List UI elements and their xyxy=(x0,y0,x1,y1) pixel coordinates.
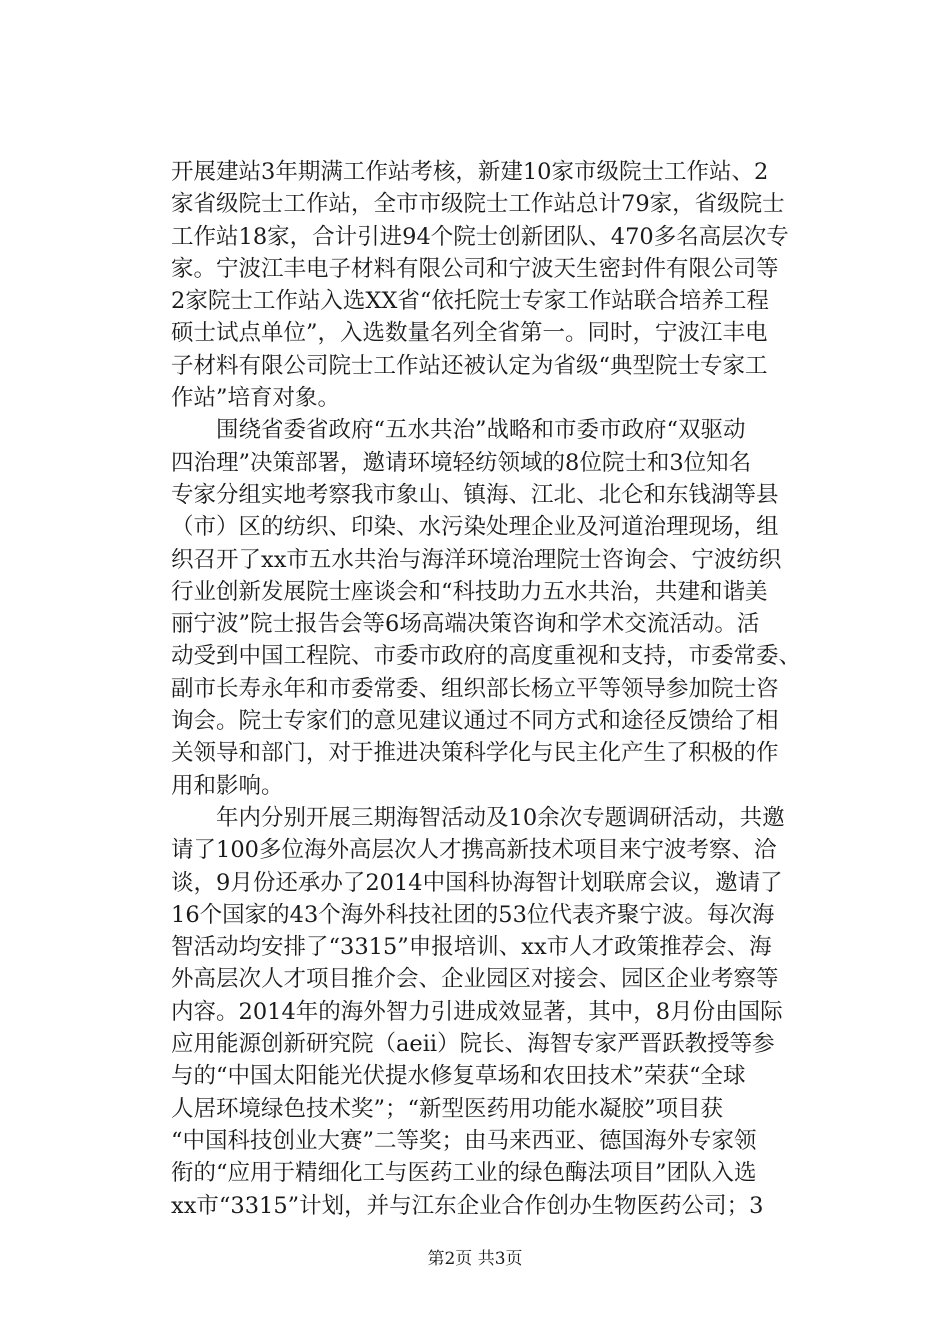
text-line: 开展建站3年期满工作站考核，新建10家市级院士工作站、2 xyxy=(171,159,769,185)
text-line: 16个国家的43个海外科技社团的53位代表齐聚宁波。每次海 xyxy=(171,901,775,928)
text-line: 年内分别开展三期海智活动及10余次专题调研活动，共邀 xyxy=(171,804,785,831)
text-line: 工作站18家，合计引进94个院士创新团队、470多名高层次专 xyxy=(171,223,789,250)
text-line: 外高层次人才项目推介会、企业园区对接会、园区企业考察等 xyxy=(171,966,779,993)
text-line: 四治理”决策部署，邀请环境轻纺领域的8位院士和3位知名 xyxy=(171,449,752,476)
text-line: 请了100多位海外高层次人才携高新技术项目来宁波考察、洽 xyxy=(171,837,777,864)
text-line: 硕士试点单位”，入选数量名列全省第一。同时，宁波江丰电 xyxy=(171,320,768,347)
text-line: 内容。2014年的海外智力引进成效显著，其中，8月份由国际 xyxy=(171,998,783,1025)
text-line: 关领导和部门，对于推进决策科学化与民主化产生了积极的作 xyxy=(171,740,779,767)
text-line: 动受到中国工程院、市委市政府的高度重视和支持，市委常委、 xyxy=(171,643,802,670)
page-footer: 第2页 共3页 xyxy=(427,1249,523,1269)
text-line: 询会。院士专家们的意见建议通过不同方式和途径反馈给了相 xyxy=(171,708,779,735)
text-line: 行业创新发展院士座谈会和“科技助力五水共治，共建和谐美 xyxy=(171,578,768,605)
document-body xyxy=(171,156,851,1222)
text-line: 副市长寿永年和市委常委、组织部长杨立平等领导参加院士咨 xyxy=(171,675,779,702)
text-line: 用和影响。 xyxy=(171,772,284,799)
text-line: 人居环境绿色技术奖”；“新型医药用功能水凝胶”项目获 xyxy=(171,1095,724,1122)
text-line: 衔的“应用于精细化工与医药工业的绿色酶法项目”团队入选 xyxy=(171,1160,757,1187)
text-line: 谈，9月份还承办了2014中国科协海智计划联席会议，邀请了 xyxy=(171,869,783,896)
text-line: 丽宁波”院士报告会等6场高端决策咨询和学术交流活动。活 xyxy=(171,611,760,638)
text-line: 应用能源创新研究院（aeii）院长、海智专家严晋跃教授等参 xyxy=(171,1031,775,1058)
text-line: xx市“3315”计划，并与江东企业合作创办生物医药公司；3 xyxy=(171,1192,764,1219)
text-line: 专家分组实地考察我市象山、镇海、江北、北仑和东钱湖等县 xyxy=(171,481,779,508)
text-line: （市）区的纺织、印染、水污染处理企业及河道治理现场，组 xyxy=(171,514,779,541)
text-line: 与的“中国太阳能光伏提水修复草场和农田技术”荣获“全球 xyxy=(171,1063,746,1090)
text-line: 织召开了xx市五水共治与海洋环境治理院士咨询会、宁波纺织 xyxy=(171,546,782,573)
text-line: 家省级院士工作站，全市市级院士工作站总计79家，省级院士 xyxy=(171,191,785,218)
text-line: 围绕省委省政府“五水共治”战略和市委市政府“双驱动 xyxy=(171,417,746,444)
text-line: 家。宁波江丰电子材料有限公司和宁波天生密封件有限公司等 xyxy=(171,255,779,282)
text-line: 智活动均安排了“3315”申报培训、xx市人才政策推荐会、海 xyxy=(171,934,772,961)
text-line: 2家院士工作站入选XX省“依托院士专家工作站联合培养工程 xyxy=(171,288,769,315)
text-line: 子材料有限公司院士工作站还被认定为省级“典型院士专家工 xyxy=(171,352,768,379)
text-line: “中国科技创业大赛”二等奖；由马来西亚、德国海外专家领 xyxy=(171,1127,757,1154)
text-line: 作站”培育对象。 xyxy=(171,385,341,412)
